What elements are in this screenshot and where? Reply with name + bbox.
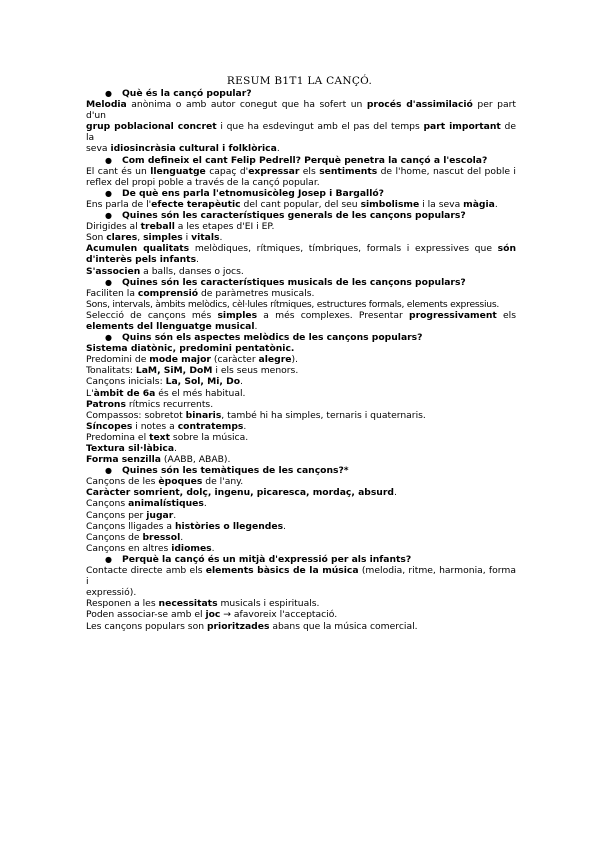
paragraph-line: Sons, intervals, àmbits melòdics, cèl·lules rítmiques, estructures formals, elements expressius. [86,298,500,310]
paragraph-line: Faciliten la comprensió de paràmetres musicals. [86,287,315,299]
paragraph-line: grup poblacional concret i que ha esdevingut amb el pas del temps part important de la [86,121,516,144]
paragraph-line: Tonalitats: LaM, SiM, DoM i els seus menors. [86,365,299,377]
paragraph-line: Patrons rítmics recurrents. [86,398,214,410]
paragraph-line: Textura sil·làbica. [86,443,177,454]
paragraph-line: Síncopes i notes a contratemps. [86,420,247,432]
paragraph-line: seva idiosincràsia cultural i folklòrica. [86,143,280,155]
paragraph-line: Cançons de bressol. [86,531,184,543]
paragraph-line: Dirigides al treball a les etapes d'EI i EP. [86,221,275,233]
paragraph-line: Melodia anònima o amb autor conegut que ha sofert un procés d'assimilació per part d'un [86,99,516,122]
bullet-icon: ● [105,333,112,343]
paragraph-line: Cançons inicials: La, Sol, Mi, Do. [86,376,243,388]
paragraph-line: Cançons per jugar. [86,509,177,521]
paragraph-line: Cançons en altres idiomes. [86,542,215,554]
question-heading: ● Quines són les característiques generals de les cançons populars? [86,210,516,221]
paragraph-line: Cançons animalístiques. [86,498,207,510]
question-heading: ● Perquè la cançó és un mitjà d'expressió per als infants? [86,554,516,565]
paragraph-line: Forma senzilla (AABB, ABAB). [86,454,231,466]
paragraph-line: Les cançons populars son prioritzades abans que la música comercial. [86,620,418,632]
bullet-icon: ● [105,554,112,564]
question-heading: ● Quines són les temàtiques de les cançons?* [86,465,516,476]
paragraph-line: Compassos: sobretot binaris, també hi ha simples, ternaris i quaternaris. [86,409,426,421]
paragraph-line: Poden associar-se amb el joc → afavoreix l'acceptació. [86,609,338,621]
bullet-icon: ● [105,89,112,98]
question-heading: ● Com defineix el cant Felip Pedrell? Perquè penetra la cançó a l'escola? [86,155,516,166]
question-heading: ● De què ens parla l'etnomusicòleg Josep i Bargalló? [86,188,516,199]
bullet-icon: ● [105,466,112,476]
paragraph-line: Responen a les necessitats musicals i espirituals. [86,598,320,610]
question-heading: ● Què és la cançó popular? [86,88,516,99]
document-title: RESUM B1T1 LA CANÇÓ. [226,75,373,87]
paragraph-line: El cant és un llenguatge capaç d'expressar els sentiments de l'home, nascut del poble i [86,165,516,177]
bullet-icon: ● [105,188,112,198]
paragraph-line: Predomina el text sobre la música. [86,431,249,443]
document-body [86,88,516,632]
paragraph-line: d'interès pels infants. [86,254,199,266]
paragraph-line: Acumulen qualitats melòdiques, rítmiques, tímbriques, formals i expressives que són [86,243,516,255]
paragraph-line: Caràcter somrient, dolç, ingenu, picaresca, mordaç, absurd. [86,487,397,499]
paragraph-line: Contacte directe amb els elements bàsics de la música (melodia, ritme, harmonia, forma i [86,565,516,588]
paragraph-line: Ens parla de l'efecte terapèutic del cant popular, del seu simbolisme i la seva màgia. [86,198,498,210]
paragraph-line: expressió). [86,587,137,599]
question-heading: ● Quines són les característiques musicals de les cançons populars? [86,277,516,288]
paragraph-line: Son clares, simples i vitals. [86,232,223,244]
bullet-icon: ● [105,277,112,287]
paragraph-line: reflex del propi poble a través de la cançó popular. [86,176,320,188]
bullet-icon: ● [105,155,112,165]
paragraph-line: Cançons de les èpoques de l'any. [86,476,244,488]
question-heading: ● Quins són els aspectes melòdics de les cançons populars? [86,332,516,343]
paragraph-line: Cançons lligades a històries o llegendes. [86,520,286,532]
paragraph-line: Selecció de cançons més simples a més complexes. Presentar progressivament els [86,309,516,321]
bullet-icon: ● [105,211,112,221]
paragraph-line: L'àmbit de 6a és el més habitual. [86,387,246,399]
paragraph-line: elements del llenguatge musical. [86,320,258,332]
paragraph-line: S'associen a balls, danses o jocs. [86,265,244,277]
paragraph-line: Predomini de mode major (caràcter alegre). [86,354,298,366]
paragraph-line: Sistema diatònic, predomini pentatònic. [86,343,295,355]
